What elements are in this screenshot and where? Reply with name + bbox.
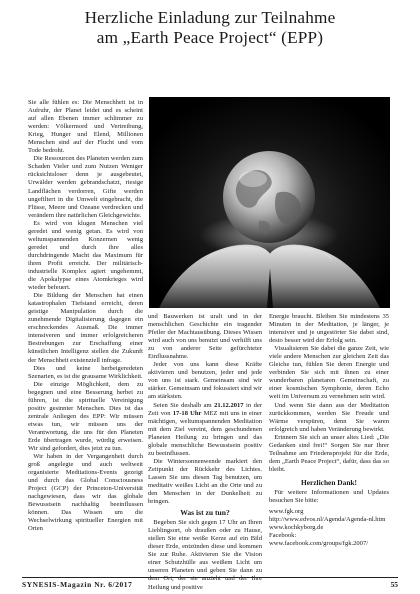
paragraph: Visualisieren Sie dabei die ganze Zeit, wie viele andere Menschen zur gleichen Zeit das Gleiche tun, fühlen Sie deren Energie und verbinden Sie sich mit ihnen zu einer wunderbaren planetaren Gemeinschaft, zu einer kosmischen Symphonie, deren Echo weit im Universum zu vernehmen sein wird. <box>269 345 389 401</box>
paragraph: Sie alle fühlen es: Die Menschheit ist in Aufruhr, der Planet leidet und es scheint auf allen Ebenen immer schlimmer zu werden: Völkermord und Vertreibung, Krieg, Hunger und Elend, Millionen Menschen sind auf der Flucht und vom Tode bedroht. <box>28 99 143 155</box>
paragraph: Jeder von uns kann diese Kräfte aktivieren und benutzen, jeder und jede von uns ist stark. Gemeinsam sind wir stärker. Gemeinsam und fokussiert sind wir am stärksten. <box>148 361 262 401</box>
title-line-1: Herzliche Einladung zur Teilnahme <box>84 8 336 27</box>
link-edvos[interactable]: http://www.edvos.nl/Agenda/Agenda-nl.htm <box>269 516 386 524</box>
thanks-heading: Herzlichen Dank! <box>300 477 358 487</box>
footer-divider <box>22 577 398 578</box>
link-kochkyborg[interactable]: www.kochkyborg.de <box>269 524 324 532</box>
paragraph: Die Wintersonnenwende markiert den Zeitpunkt der Rückkehr des Lichtes. Lassen Sie uns diesen Tag benutzen, um meditativ weißes Licht an die Orte und zu den Menschen in der Dunkelheit zu bringen. <box>148 457 262 506</box>
title-line-2: am „Earth Peace Project“ (EPP) <box>96 28 324 47</box>
paragraph: und Bauwerken ist uralt und in der menschlichen Geschichte ein tragender Pfeiler der Machtausübung. Dieses Wissen wird auch von uns benutzt und verhilft uns zu von anderer Seite gefürchteter Einflussnahme. <box>148 313 262 361</box>
page-number: 55 <box>390 580 398 589</box>
footer-magazine: SYNESIS-Magazin Nr. 6/2017 <box>22 580 133 589</box>
event-time: 17-18 Uhr <box>172 409 202 417</box>
paragraph: Wir haben in der Vergangenheit durch groß angelegte und auch weltweit organisierte Meditations-Events gezeigt und durch das Global Consciousness Project (GCP) der Princeton-Universität nachgewiesen, dass wir das globale Bewusstsein nachhaltig beeinflussen können. Das Wissen um die Wechselwirkung spiritueller Energien mit Orten <box>28 453 143 533</box>
hands-holding-earth-icon <box>149 97 390 308</box>
link-list <box>269 508 389 548</box>
paragraph: Die Bildung der Menschen hat einen katastrophalen Tiefstand erreicht, deren geistige Manipulation durch die zunehmende Digitalisierung dagegen ein erschreckendes Ausmaß. Die immer intensiveren und immer erfolgreicheren Bestrebungen zur Erschaffung einer künstlichen Intelligenz stellen die Zukunft der Menschheit existenziell infrage. <box>28 292 143 364</box>
facebook-label: Facebook: <box>269 532 297 540</box>
paragraph: Die Ressourcen des Planeten werden zum Schaden Vieler und zum Nutzen Weniger rücksichtsloser denn je ausgebeutet, Urwälder werden gebrandschatzt, riesige Landflächen verdorren, Gifte werden ungefiltert in die Umwelt eingebracht, die Flüsse, Meere und Ozeane verdrecken und verändern ihre natürlichen Gleichgewichte. <box>28 155 143 219</box>
link-fgk[interactable]: www.fgk.org <box>269 508 304 516</box>
column-right <box>269 313 389 548</box>
info-paragraph: Für weitere Informationen und Updates besuchen Sie bitte: <box>269 488 389 504</box>
paragraph: Erinnern Sie sich an unser altes Lied: „Die Gedanken sind frei!“ Sorgen Sie nur Ihrer Teilnahme am Friedensprojekt für die Erde, dem „Earth Peace Project“, dafür, dass das so bleibt. <box>269 433 389 473</box>
date-paragraph: Seien Sie deshalb am 21.12.2017 in der Zeit von 17-18 Uhr MEZ mit uns in einer mächtigen, weltumspannenden Meditation mit dem Ziel vereint, dem geschundenen Planeten Heilung zu bringen und das globale menschliche Bewusstsein positiv zu beeinflussen. <box>148 401 263 457</box>
column-middle <box>148 313 262 592</box>
paragraph: Und wenn Sie dann aus der Meditation zurückkommen, werden Sie Freude und Wärme verspüren, denn Sie waren erfolgreich und haben Veränderung bewirkt. <box>269 401 389 433</box>
column-left <box>28 99 143 534</box>
link-facebook-group[interactable]: www.facebook.com/groups/fgk.2007/ <box>269 540 369 548</box>
paragraph: Energie braucht. Bleiben Sie mindestens 35 Minuten in der Meditation, je länger, je intensiver und je ungestörter Sie dabei sind, desto besser wird der Erfolg sein. <box>269 313 389 345</box>
paragraph: Begeben Sie sich gegen 17 Uhr an Ihren Lieblingsort, ob draußen oder zu Hause, stellen Sie eine weiße Kerze auf ein Bild dieser Erde, entzünden diese und kommen Sie zur Ruhe. Aktivieren Sie die Vision einer Schutzhülle aus weißem Licht um unseren Planeten und geben Sie dann zu dem Ort, der sie anzieht und der Ihre Heilung und positive <box>148 519 262 591</box>
paragraph: Es wird von klugen Menschen viel geredet und wenig getan. Es wird von weltumspannenden Konzernen wenig geredet und durch ihre alles durchdringende Macht das Maximum für ihren Profit erreicht. Der militärisch-industrielle Komplex agiert ungehemmt, die Apokalypse eines Atomkrieges wird wieder befeuert. <box>28 219 143 292</box>
section-heading: Was ist zu tun? <box>180 508 230 518</box>
paragraph: Die einzige Möglichkeit, dem zu begegnen und eine Besserung herbei zu führen, ist die spirituelle Vereinigung positiv gesinnter Menschen. Dies ist das zentrale Anliegen des EPP: Wir müssen etwas tun, wir müssen uns der Verantwortung, die uns für den Planeten Erde übertragen wurde, würdig erweisen. Wir sind gefordert, dies jetzt zu tun. <box>28 380 143 453</box>
event-date: 21.12.2017 <box>214 401 244 409</box>
article-title <box>0 8 420 48</box>
paragraph: Dies und keine herbeigeredeten Szenarien, es ist die grausame Wirklichkeit. <box>28 364 143 380</box>
